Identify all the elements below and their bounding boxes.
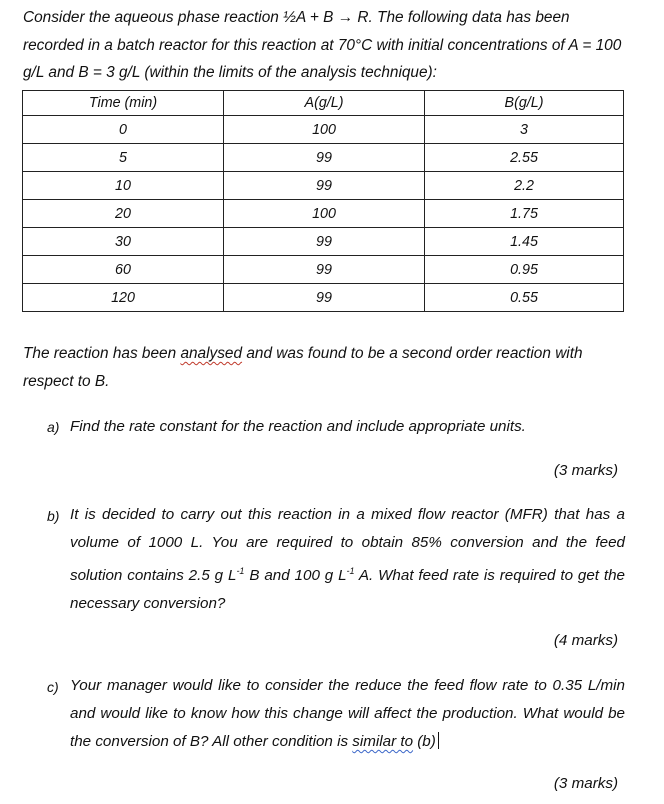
question-b-marks: (4 marks) xyxy=(553,632,618,649)
a-concentration-cell: 99 xyxy=(224,284,425,312)
note-text-before: The reaction has been xyxy=(23,345,181,362)
a-concentration-cell: 99 xyxy=(224,144,425,172)
table-header-row xyxy=(23,91,624,116)
a-concentration-cell: 99 xyxy=(224,256,425,284)
b-concentration-cell: 2.55 xyxy=(425,144,624,172)
a-concentration-cell: 100 xyxy=(224,200,425,228)
b-concentration-cell: 1.45 xyxy=(425,228,624,256)
table-row xyxy=(23,144,624,172)
note-text-after: and was found to be a second order reaction with respect to B. xyxy=(23,345,583,390)
question-a-letter: a) xyxy=(47,419,60,435)
b-concentration-cell: 2.2 xyxy=(425,172,624,200)
time-cell: 30 xyxy=(23,228,224,256)
question-c-letter: c) xyxy=(47,679,59,695)
table-row xyxy=(23,116,624,144)
table-row xyxy=(23,284,624,312)
text-cursor xyxy=(438,732,439,749)
a-concentration-cell: 99 xyxy=(224,228,425,256)
time-cell: 60 xyxy=(23,256,224,284)
time-cell: 20 xyxy=(23,200,224,228)
question-a-marks: (3 marks) xyxy=(553,462,618,479)
b-concentration-cell: 0.55 xyxy=(425,284,624,312)
table-row xyxy=(23,228,624,256)
column-header-time: Time (min) xyxy=(23,91,224,116)
spellcheck-word: analysed xyxy=(180,345,243,362)
data-table xyxy=(22,90,624,312)
question-c-text-part2: (b) xyxy=(413,733,436,750)
question-c-text[interactable] xyxy=(70,672,625,756)
question-c-marks: (3 marks) xyxy=(553,775,618,792)
table-row xyxy=(23,256,624,284)
a-concentration-cell: 100 xyxy=(224,116,425,144)
b-concentration-cell: 3 xyxy=(425,116,624,144)
problem-intro: Consider the aqueous phase reaction ½A + B → R. The following data has been recorded in a batch reactor for this reaction at 70°C with initial concentrations of A = 100 g/L and B = 3 g/L (within the limits of the analysis technique): xyxy=(23,9,622,81)
question-b-text-part3: A. What feed rate is required to get the necessary conversion? xyxy=(70,567,625,613)
column-header-a: A(g/L) xyxy=(224,91,425,116)
question-a-text: Find the rate constant for the reaction and include appropriate units. xyxy=(70,418,526,435)
question-b-text-part1: It is decided to carry out this reaction in a mixed flow reactor (MFR) that has a volume of 1000 L. You are required to obtain 85% conversion and the feed solution contains 2.5 g L xyxy=(70,506,625,585)
grammar-flag-word: similar to xyxy=(352,733,414,750)
b-concentration-cell: 1.75 xyxy=(425,200,624,228)
time-cell: 5 xyxy=(23,144,224,172)
a-concentration-cell: 99 xyxy=(224,172,425,200)
question-c-text-part1: Your manager would like to consider the reduce the feed flow rate to 0.35 L/min and would like to know how this change will affect the production. What would be the conversion of B? All other condition is xyxy=(70,677,625,750)
time-cell: 120 xyxy=(23,284,224,312)
question-b-letter: b) xyxy=(47,508,60,524)
question-b-text xyxy=(70,501,625,618)
reaction-order-note xyxy=(23,340,629,395)
unit-exponent: -1 xyxy=(236,566,245,576)
column-header-b: B(g/L) xyxy=(425,91,624,116)
time-cell: 0 xyxy=(23,116,224,144)
table-row xyxy=(23,200,624,228)
table-row xyxy=(23,172,624,200)
unit-exponent: -1 xyxy=(346,566,355,576)
question-b-text-part2: B and 100 g L xyxy=(244,567,347,585)
table-body xyxy=(23,116,624,312)
time-cell: 10 xyxy=(23,172,224,200)
b-concentration-cell: 0.95 xyxy=(425,256,624,284)
